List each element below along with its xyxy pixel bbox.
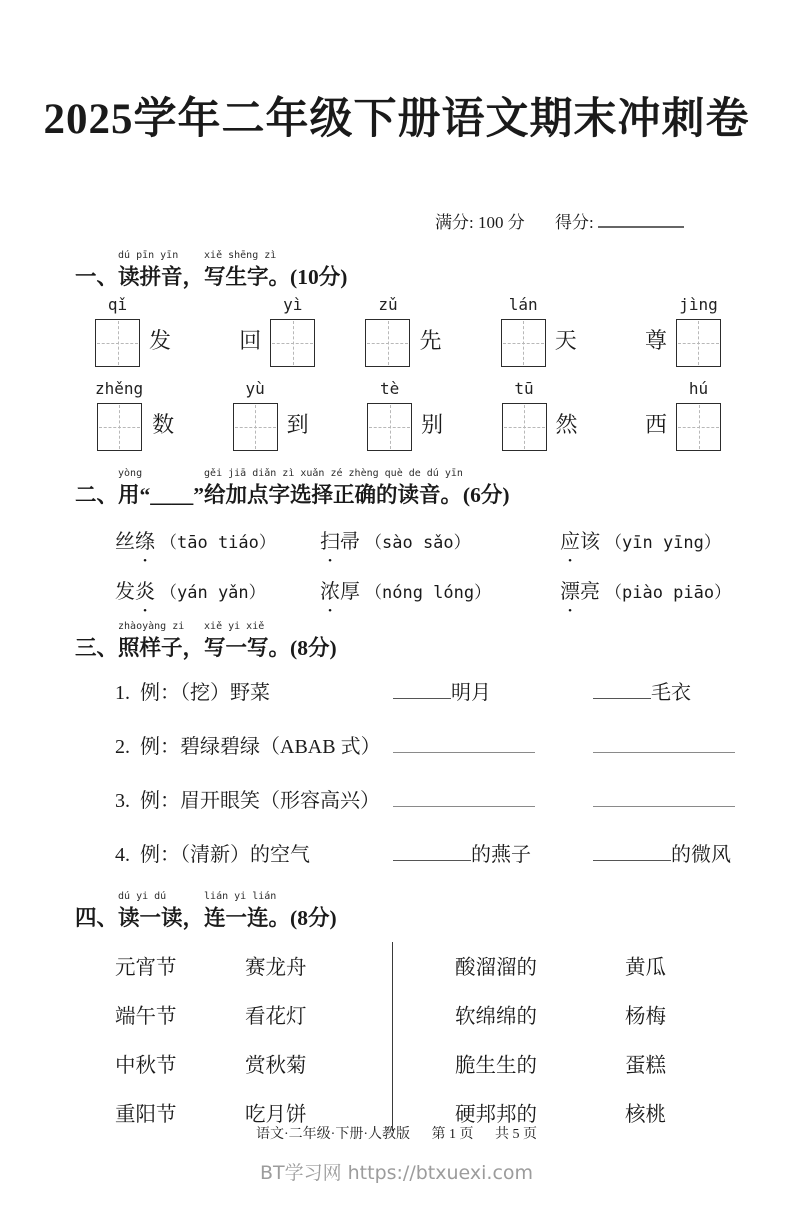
activity-item[interactable]: 吃月饼 — [245, 1103, 307, 1126]
adjective-item[interactable]: 脆生生的 — [455, 1054, 537, 1077]
header-blank: ____ — [150, 483, 194, 508]
blank-line[interactable] — [393, 803, 535, 807]
example-row — [0, 838, 793, 867]
pinyin-ruby: dú pīn yīn — [118, 250, 179, 262]
pinyin-options[interactable]: （yán yǎn） — [160, 583, 266, 604]
festival-item[interactable]: 元宵节 — [115, 956, 177, 979]
item-number: 3. — [115, 790, 130, 813]
header-segment: zhàoyàng zi 照样子， — [118, 621, 205, 661]
section-score: (10分) — [290, 265, 348, 290]
given-char: 回 — [239, 328, 262, 354]
festival-item[interactable]: 中秋节 — [115, 1054, 177, 1077]
pinyin-ruby: xiě shēng zì — [204, 250, 277, 262]
writing-grid-box[interactable] — [676, 403, 721, 451]
writing-grid-box[interactable] — [365, 319, 410, 367]
section-4-header — [75, 892, 793, 932]
item-number: 2. — [115, 736, 130, 759]
header-segment: xiě yi xiě 写一写。 — [204, 621, 291, 661]
got-score-label: 得分: — [554, 213, 594, 233]
example-row — [0, 676, 793, 705]
section-number: 二、 — [75, 483, 119, 508]
section-score: (8分) — [290, 906, 337, 931]
section-score: (8分) — [290, 636, 337, 661]
festival-item[interactable]: 重阳节 — [115, 1103, 177, 1126]
activity-item[interactable]: 赏秋菊 — [245, 1054, 307, 1077]
blank-line[interactable] — [593, 695, 651, 699]
example-text: 例：（挖）野菜 — [140, 682, 270, 705]
pinyin-label: hú — [688, 379, 709, 399]
header-segment: dú yi dú 读一读， — [118, 891, 205, 931]
header-segment: xiě shēng zì 写生字。 — [204, 250, 291, 290]
writing-grid-box[interactable] — [502, 403, 547, 451]
writing-grid-box[interactable] — [97, 403, 142, 451]
writing-grid-box[interactable] — [233, 403, 278, 451]
given-char: 数 — [152, 412, 175, 438]
writing-grid-box[interactable] — [676, 319, 721, 367]
blank-line[interactable] — [593, 803, 735, 807]
festival-item[interactable]: 端午节 — [115, 1005, 177, 1028]
pinyin-ruby: dú yi dú — [118, 891, 167, 903]
item-number: 1. — [115, 682, 130, 705]
pinyin-label: zǔ — [378, 295, 398, 315]
pinyin-label: lán — [508, 295, 538, 315]
noun-item[interactable]: 蛋糕 — [625, 1054, 666, 1077]
example-text: 例：（清新）的空气 — [140, 844, 310, 867]
pinyin-options[interactable]: （piào piāo） — [605, 583, 732, 604]
blank-line[interactable] — [393, 857, 471, 861]
noun-item[interactable]: 核桃 — [625, 1103, 666, 1126]
writing-grid-box[interactable] — [367, 403, 412, 451]
section-3-header — [75, 622, 793, 662]
item-number: 4. — [115, 844, 130, 867]
max-score-label: 满分: 100 分 — [435, 213, 525, 233]
section-1-header — [75, 251, 793, 291]
writing-grid-row — [0, 297, 793, 367]
given-char: 西 — [644, 412, 667, 438]
given-char: 天 — [554, 328, 577, 354]
word-item: 发炎 （yán yǎn） — [115, 575, 320, 604]
header-segment: dú pīn yīn 读拼音， — [118, 250, 205, 290]
dotted-char: 浓 — [320, 581, 340, 604]
grid-cell — [501, 297, 586, 367]
pinyin-label: yù — [245, 379, 265, 399]
activity-item[interactable]: 看花灯 — [245, 1005, 307, 1028]
section-number: 一、 — [75, 265, 119, 290]
dotted-char: 扫 — [320, 531, 340, 554]
pinyin-ruby: yòng — [118, 468, 143, 480]
pronunciation-items — [0, 525, 793, 604]
blank-suffix: 的燕子 — [471, 844, 531, 867]
writing-grid-row — [0, 381, 793, 451]
given-char: 尊 — [644, 328, 667, 354]
dotted-char: 应 — [560, 531, 580, 554]
pinyin-ruby: gěi jiā diǎn zì xuǎn zé zhèng què de dú yīn — [204, 468, 463, 480]
example-row — [0, 730, 793, 759]
grid-cell — [502, 381, 587, 451]
pinyin-label: qǐ — [107, 295, 128, 315]
pinyin-label: tè — [379, 379, 400, 399]
pinyin-ruby: zhàoyàng zi — [118, 621, 185, 633]
dotted-char: 炎 — [135, 581, 155, 604]
vertical-divider — [392, 942, 393, 1131]
grid-cell — [636, 381, 721, 451]
given-char: 到 — [286, 412, 309, 438]
adjective-item[interactable]: 酸溜溜的 — [455, 956, 537, 979]
footer-page-total: 共 5 页 — [495, 1127, 537, 1142]
blank-line[interactable] — [393, 749, 535, 753]
section-score: (6分) — [462, 483, 510, 508]
grid-cell — [230, 297, 315, 367]
writing-grid-box[interactable] — [270, 319, 315, 367]
given-char: 发 — [149, 328, 172, 354]
blank-suffix: 毛衣 — [651, 682, 691, 705]
exam-page — [0, 95, 793, 1217]
writing-grid-box[interactable] — [95, 319, 140, 367]
blank-suffix: 的微风 — [671, 844, 731, 867]
section-2-header: 二、 yòng 用“ ____ ” gěi jiā diǎn zì xuǎn zé zhèng què de dú yīn 给加点字选择正确的读音。 (6分) — [75, 468, 510, 508]
pinyin-options[interactable]: （tāo tiáo） — [160, 533, 276, 554]
pinyin-ruby: lián yi lián — [204, 891, 277, 903]
given-char: 先 — [419, 328, 442, 354]
given-char: 别 — [421, 412, 444, 438]
blank-line[interactable] — [393, 695, 451, 699]
word-item: 丝绦 （tāo tiáo） — [115, 525, 320, 554]
grid-cell — [95, 297, 180, 367]
grid-cell — [95, 381, 183, 451]
pinyin-options[interactable]: （sào sǎo） — [365, 533, 471, 554]
dotted-char: 漂 — [560, 581, 580, 604]
header-segment: lián yi lián 连一连。 — [204, 891, 291, 931]
footer-page-number: 第 1 页 — [431, 1127, 474, 1142]
noun-item[interactable]: 杨梅 — [625, 1005, 666, 1028]
activity-item[interactable]: 赛龙舟 — [245, 956, 307, 979]
dotted-char: 绦 — [135, 531, 155, 554]
adjective-item[interactable]: 硬邦邦的 — [455, 1103, 537, 1126]
grid-cell — [365, 297, 450, 367]
pinyin-options[interactable]: （nóng lóng） — [365, 583, 492, 604]
example-row — [0, 784, 793, 813]
header-segment: yòng 用“ — [118, 468, 151, 508]
section-number: 四、 — [75, 906, 119, 931]
page-footer — [0, 1123, 793, 1143]
word-item: 漂亮 （piào piāo） — [560, 575, 793, 604]
score-blank-line[interactable] — [598, 212, 684, 228]
noun-item[interactable]: 黄瓜 — [625, 956, 666, 979]
pinyin-label: tū — [514, 379, 534, 399]
section-number: 三、 — [75, 636, 119, 661]
watermark-site-link: BT学习网 https://btxuexi.com — [259, 1162, 534, 1184]
blank-line[interactable] — [593, 749, 735, 753]
footer-book-info: 语文·二年级·下册·人教版 — [256, 1127, 410, 1142]
example-text: 例：眉开眼笑（形容高兴） — [140, 790, 380, 813]
grid-cell — [367, 381, 452, 451]
header-segment: gěi jiā diǎn zì xuǎn zé zhèng què de dú yīn 给加点字选择正确的读音。 — [204, 468, 463, 508]
pinyin-label: zhěng — [95, 379, 144, 399]
example-rows — [0, 676, 793, 867]
matching-area — [0, 950, 793, 1127]
pinyin-ruby: xiě yi xiě — [204, 621, 265, 633]
example-text: 例：碧绿碧绿（ABAB 式） — [140, 736, 381, 759]
page-title: 2025学年二年级下册语文期末冲刺卷 — [43, 96, 750, 143]
writing-grid-box[interactable] — [501, 319, 546, 367]
grid-cell — [233, 381, 318, 451]
adjective-item[interactable]: 软绵绵的 — [455, 1005, 537, 1028]
pinyin-label: yì — [283, 295, 303, 315]
pinyin-label: jìng — [679, 295, 718, 315]
given-char: 然 — [555, 412, 578, 438]
blank-suffix: 明月 — [451, 682, 491, 705]
blank-line[interactable] — [593, 857, 671, 861]
word-item: 应该 （yīn yīng） — [560, 525, 793, 554]
word-item: 浓厚 （nóng lóng） — [320, 575, 560, 604]
score-line — [435, 208, 793, 233]
word-item: 扫帚 （sào sǎo） — [320, 525, 560, 554]
pinyin-options[interactable]: （yīn yīng） — [605, 533, 721, 554]
grid-cell — [636, 297, 721, 367]
